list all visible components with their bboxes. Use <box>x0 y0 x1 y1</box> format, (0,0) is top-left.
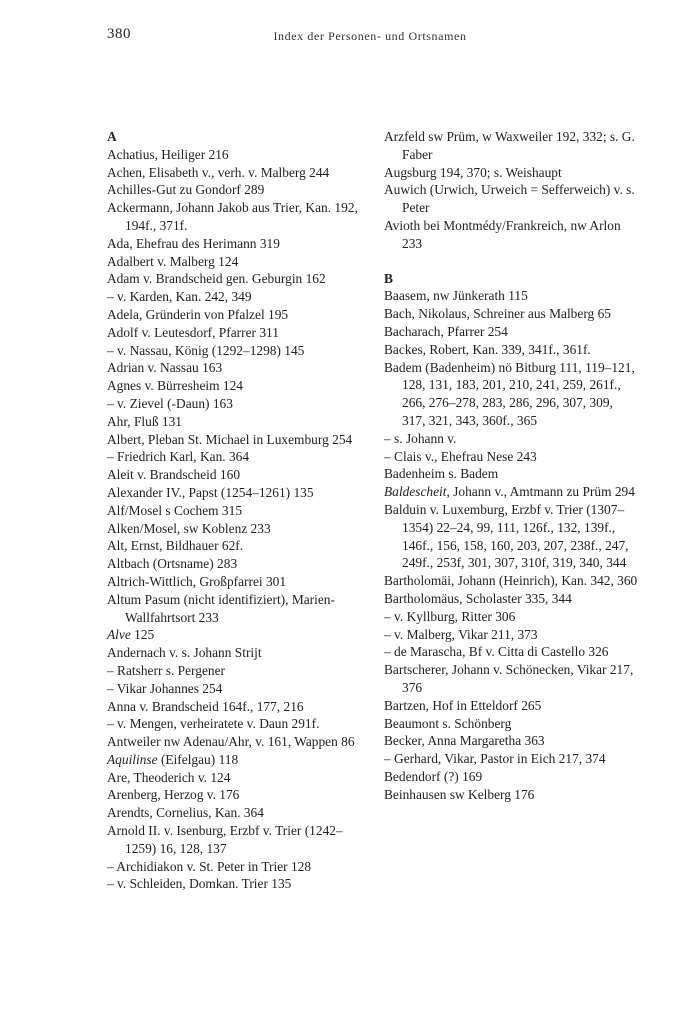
index-entry: – v. Mengen, verheiratete v. Daun 291f. <box>107 716 320 732</box>
index-entry: Beaumont s. Schönberg <box>384 715 512 731</box>
index-entry: Backes, Robert, Kan. 339, 341f., 361f. <box>384 341 591 357</box>
index-entry: Bedendorf (?) 169 <box>384 768 483 784</box>
index-entry: Augsburg 194, 370; s. Weishaupt <box>384 164 562 180</box>
index-entry: Bartzen, Hof in Etteldorf 265 <box>384 697 542 713</box>
index-entry: Auwich (Urwich, Urweich = Sefferweich) v. s. Peter <box>384 182 635 216</box>
index-entry: – de Marascha, Bf v. Citta di Castello 326 <box>384 644 609 660</box>
index-entry: – Archidiakon v. St. Peter in Trier 128 <box>107 858 312 874</box>
index-entry: Andernach v. s. Johann Strijt <box>107 645 262 661</box>
index-entry: Alken/Mosel, sw Koblenz 233 <box>107 520 271 536</box>
index-entry: – Ratsherr s. Pergener <box>107 662 226 678</box>
index-entry: Baldescheit, Johann v., Amtmann zu Prüm 294 <box>384 484 635 500</box>
index-entry: Adrian v. Nassau 163 <box>107 360 223 376</box>
index-entry: Arnold II. v. Isenburg, Erzbf v. Trier (1242–1259) 16, 128, 137 <box>107 823 343 856</box>
index-entry: – Vikar Johannes 254 <box>107 680 223 696</box>
index-entry: Are, Theoderich v. 124 <box>107 769 231 785</box>
index-entry: – v. Zievel (-Daun) 163 <box>107 395 233 411</box>
index-entry: Arenberg, Herzog v. 176 <box>107 787 240 803</box>
index-entry: Adalbert v. Malberg 124 <box>107 253 239 269</box>
index-entry: Alexander IV., Papst (1254–1261) 135 <box>107 484 314 500</box>
index-entry: Adolf v. Leutesdorf, Pfarrer 311 <box>107 324 279 340</box>
index-entry: – Friedrich Karl, Kan. 364 <box>107 449 250 465</box>
index-entry: Albert, Pleban St. Michael in Luxemburg 254 <box>107 431 353 447</box>
index-entry: Bach, Nikolaus, Schreiner aus Malberg 65 <box>384 306 611 322</box>
index-entry: Adam v. Brandscheid gen. Geburgin 162 <box>107 271 326 287</box>
index-entry: Ada, Ehefrau des Herimann 319 <box>107 235 280 251</box>
entry-list-a <box>107 146 363 893</box>
index-entry: – v. Schleiden, Domkan. Trier 135 <box>107 876 292 892</box>
index-entry: Altbach (Ortsname) 283 <box>107 556 238 572</box>
index-entry: Altrich-Wittlich, Großpfarrei 301 <box>107 573 287 589</box>
index-entry: Achen, Elisabeth v., verh. v. Malberg 244 <box>107 164 330 180</box>
index-entry: Altum Pasum (nicht identifiziert), Marien-Wallfahrtsort 233 <box>107 591 335 625</box>
index-entry: – Clais v., Ehefrau Nese 243 <box>384 448 537 464</box>
index-entry: Arendts, Cornelius, Kan. 364 <box>107 805 264 821</box>
index-entry: Aleit v. Brandscheid 160 <box>107 467 241 483</box>
index-entry: Arzfeld sw Prüm, w Waxweiler 192, 332; s. G. Faber <box>384 129 635 162</box>
index-entry: Beinhausen sw Kelberg 176 <box>384 786 535 802</box>
index-entry: Aquilinse (Eifelgau) 118 <box>107 751 239 767</box>
index-entry: Alve 125 <box>107 627 155 643</box>
index-column-left <box>107 128 363 893</box>
index-entry: Badem (Badenheim) nö Bitburg 111, 119–121, 128, 131, 183, 201, 210, 241, 259, 261f., 266, 276–278, 283, 286, 296, 307, 309, 317, 321, 343, 360f., 365 <box>384 359 635 428</box>
section-gap <box>384 253 638 270</box>
index-entry: – v. Malberg, Vikar 211, 373 <box>384 626 538 642</box>
section-letter-b: B <box>384 270 393 286</box>
index-entry: Bartholomäus, Scholaster 335, 344 <box>384 590 572 606</box>
index-entry: Bartholomäi, Johann (Heinrich), Kan. 342, 360 <box>384 573 638 589</box>
index-entry: Avioth bei Montmédy/Frankreich, nw Arlon 233 <box>384 217 621 251</box>
index-entry: Alt, Ernst, Bildhauer 62f. <box>107 538 244 554</box>
index-entry: – v. Karden, Kan. 242, 349 <box>107 289 252 305</box>
index-entry: – v. Kyllburg, Ritter 306 <box>384 608 516 624</box>
index-entry: Achatius, Heiliger 216 <box>107 146 229 162</box>
index-entry: Alf/Mosel s Cochem 315 <box>107 502 243 518</box>
index-entry: – s. Johann v. <box>384 430 457 446</box>
index-entry: Badenheim s. Badem <box>384 466 499 482</box>
index-entry: – v. Nassau, König (1292–1298) 145 <box>107 342 305 358</box>
index-entry: Balduin v. Luxemburg, Erzbf v. Trier (1307–1354) 22–24, 99, 111, 126f., 132, 139f., 146f., 156, 158, 160, 203, 207, 238f., 247, 249f., 253f, 301, 307, 310f, 319, 340, 344 <box>384 501 629 571</box>
index-entry: Adela, Gründerin von Pfalzel 195 <box>107 306 289 322</box>
index-entry: Agnes v. Bürresheim 124 <box>107 378 243 394</box>
entry-list-a-continued <box>384 128 638 253</box>
index-entry: Anna v. Brandscheid 164f., 177, 216 <box>107 698 304 714</box>
index-column-right <box>384 128 638 803</box>
index-entry: – Gerhard, Vikar, Pastor in Eich 217, 374 <box>384 751 606 767</box>
index-entry: Ahr, Fluß 131 <box>107 413 182 429</box>
index-entry: Bacharach, Pfarrer 254 <box>384 323 508 339</box>
index-entry: Becker, Anna Margaretha 363 <box>384 733 545 749</box>
entry-list-b <box>384 287 638 803</box>
index-entry: Baasem, nw Jünkerath 115 <box>384 288 528 304</box>
section-letter-a: A <box>107 129 117 144</box>
index-entry: Achilles-Gut zu Gondorf 289 <box>107 182 265 198</box>
index-entry: Ackermann, Johann Jakob aus Trier, Kan. 192, 194f., 371f. <box>107 200 358 233</box>
page-number: 380 <box>107 26 131 42</box>
index-entry: Antweiler nw Adenau/Ahr, v. 161, Wappen 86 <box>107 734 355 750</box>
running-title: Index der Personen- und Ortsnamen <box>273 29 467 43</box>
index-entry: Bartscherer, Johann v. Schönecken, Vikar 217, 376 <box>384 662 634 695</box>
